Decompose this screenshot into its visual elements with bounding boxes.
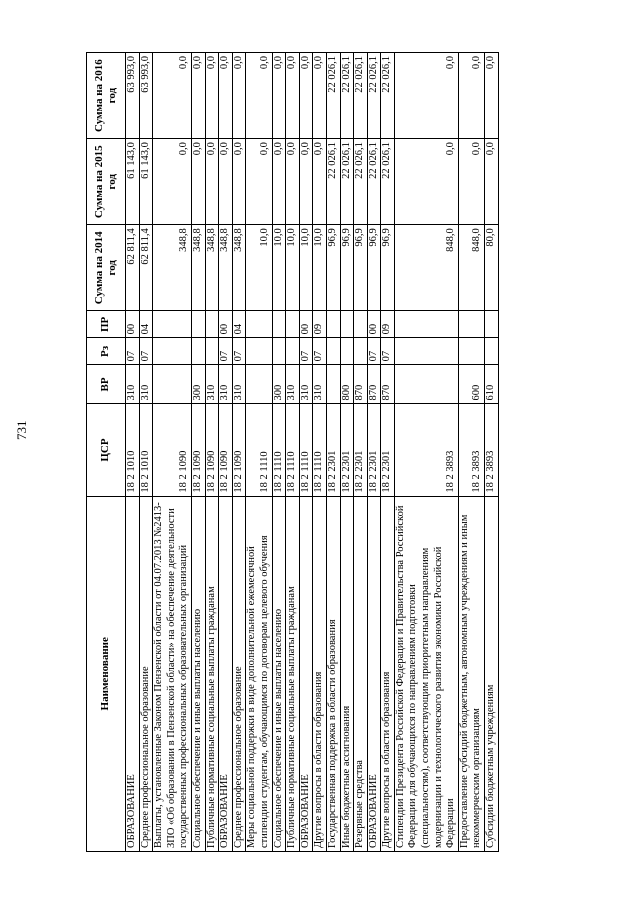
- cell-sum-2014: 10,0: [286, 225, 300, 311]
- cell-vr: 310: [139, 365, 153, 404]
- cell-sum-2016: 0,0: [191, 53, 205, 139]
- table-header-row: [87, 53, 126, 852]
- cell-sum-2014: 96,9: [367, 225, 381, 311]
- cell-sum-2016: 0,0: [286, 53, 300, 139]
- cell-rz: 07: [232, 338, 246, 365]
- cell-sum-2015: 0,0: [272, 139, 286, 225]
- cell-vr: [153, 365, 192, 404]
- cell-vr: 300: [272, 365, 286, 404]
- cell-csr: 18 2 1090: [153, 404, 192, 496]
- cell-rz: 07: [126, 338, 140, 365]
- cell-pr: 00: [126, 311, 140, 338]
- cell-csr: 18 2 2301: [354, 404, 368, 496]
- cell-rz: 07: [313, 338, 327, 365]
- cell-sum-2015: 0,0: [458, 139, 484, 225]
- cell-pr: 00: [299, 311, 313, 338]
- cell-sum-2014: 348,8: [191, 225, 205, 311]
- cell-pr: [485, 311, 499, 338]
- cell-csr: 18 2 3893: [394, 404, 458, 496]
- header-rz: Рз: [87, 338, 126, 365]
- cell-sum-2015: 0,0: [232, 139, 246, 225]
- cell-vr: [394, 365, 458, 404]
- cell-csr: 18 2 1110: [286, 404, 300, 496]
- cell-sum-2016: 0,0: [299, 53, 313, 139]
- cell-sum-2016: 0,0: [219, 53, 233, 139]
- cell-name: Иные бюджетные ассигнования: [340, 496, 354, 851]
- table-row: [367, 53, 381, 852]
- cell-name: Государственная поддержка в области образования: [326, 496, 340, 851]
- header-sum-2016: Сумма на 2016 год: [87, 53, 126, 139]
- cell-sum-2016: 0,0: [394, 53, 458, 139]
- cell-csr: 18 2 3893: [485, 404, 499, 496]
- cell-sum-2016: 22 026,1: [326, 53, 340, 139]
- table-row: [354, 53, 368, 852]
- cell-sum-2015: 61 143,0: [139, 139, 153, 225]
- cell-sum-2015: 0,0: [394, 139, 458, 225]
- cell-rz: 07: [367, 338, 381, 365]
- cell-sum-2014: 62 811,4: [126, 225, 140, 311]
- cell-rz: [485, 338, 499, 365]
- cell-vr: 310: [205, 365, 219, 404]
- header-sum-2014: Сумма на 2014 год: [87, 225, 126, 311]
- cell-rz: [286, 338, 300, 365]
- cell-name: ОБРАЗОВАНИЕ: [126, 496, 140, 851]
- cell-sum-2014: 348,8: [232, 225, 246, 311]
- cell-vr: 300: [191, 365, 205, 404]
- cell-rz: 07: [381, 338, 395, 365]
- cell-csr: 18 2 1090: [191, 404, 205, 496]
- cell-vr: 310: [313, 365, 327, 404]
- header-pr: ПР: [87, 311, 126, 338]
- cell-csr: 18 2 2301: [367, 404, 381, 496]
- cell-sum-2014: 848,0: [458, 225, 484, 311]
- cell-name: Среднее профессиональное образование: [232, 496, 246, 851]
- cell-rz: [191, 338, 205, 365]
- table-row: [205, 53, 219, 852]
- cell-rz: [340, 338, 354, 365]
- cell-csr: 18 2 2301: [340, 404, 354, 496]
- cell-pr: [326, 311, 340, 338]
- cell-sum-2015: 22 026,1: [367, 139, 381, 225]
- cell-name: Публичные нормативные социальные выплаты гражданам: [286, 496, 300, 851]
- cell-sum-2014: 348,8: [153, 225, 192, 311]
- cell-csr: 18 2 1110: [246, 404, 272, 496]
- cell-pr: [246, 311, 272, 338]
- cell-pr: [340, 311, 354, 338]
- table-body: [126, 53, 499, 852]
- cell-sum-2016: 22 026,1: [340, 53, 354, 139]
- table-row: [153, 53, 192, 852]
- table-row: [313, 53, 327, 852]
- cell-sum-2016: 0,0: [246, 53, 272, 139]
- cell-sum-2015: 0,0: [205, 139, 219, 225]
- cell-name: Субсидии бюджетным учреждениям: [485, 496, 499, 851]
- cell-pr: 00: [367, 311, 381, 338]
- cell-sum-2016: 0,0: [458, 53, 484, 139]
- cell-vr: 870: [381, 365, 395, 404]
- header-name: Наименование: [87, 496, 126, 851]
- cell-rz: 07: [219, 338, 233, 365]
- cell-csr: 18 2 2301: [326, 404, 340, 496]
- page-number: 731: [14, 420, 29, 440]
- cell-vr: [246, 365, 272, 404]
- cell-vr: 600: [458, 365, 484, 404]
- cell-sum-2015: 22 026,1: [381, 139, 395, 225]
- cell-rz: 07: [139, 338, 153, 365]
- header-sum-2015: Сумма на 2015 год: [87, 139, 126, 225]
- cell-sum-2014: 848,0: [394, 225, 458, 311]
- cell-rz: [326, 338, 340, 365]
- cell-vr: 310: [219, 365, 233, 404]
- header-vr: ВР: [87, 365, 126, 404]
- cell-csr: 18 2 1090: [232, 404, 246, 496]
- cell-csr: 18 2 1110: [313, 404, 327, 496]
- cell-pr: 00: [219, 311, 233, 338]
- cell-vr: 870: [367, 365, 381, 404]
- cell-sum-2016: 22 026,1: [381, 53, 395, 139]
- cell-name: ОБРАЗОВАНИЕ: [367, 496, 381, 851]
- cell-sum-2016: 0,0: [153, 53, 192, 139]
- cell-pr: 04: [139, 311, 153, 338]
- cell-vr: 800: [340, 365, 354, 404]
- cell-sum-2015: 0,0: [246, 139, 272, 225]
- cell-pr: [286, 311, 300, 338]
- rotated-page-content: [86, 52, 556, 852]
- cell-name: Предоставление субсидий бюджетным, автономным учреждениям и иным некоммерческим организациям: [458, 496, 484, 851]
- cell-rz: [458, 338, 484, 365]
- cell-sum-2014: 348,8: [205, 225, 219, 311]
- cell-sum-2014: 10,0: [272, 225, 286, 311]
- cell-rz: [153, 338, 192, 365]
- cell-sum-2014: 348,8: [219, 225, 233, 311]
- table-row: [326, 53, 340, 852]
- cell-rz: [246, 338, 272, 365]
- cell-pr: 09: [313, 311, 327, 338]
- table-row: [139, 53, 153, 852]
- table-row: [219, 53, 233, 852]
- table-row: [485, 53, 499, 852]
- cell-sum-2014: 96,9: [326, 225, 340, 311]
- cell-pr: [272, 311, 286, 338]
- cell-pr: 09: [381, 311, 395, 338]
- cell-vr: 310: [126, 365, 140, 404]
- cell-sum-2014: 96,9: [354, 225, 368, 311]
- cell-pr: [458, 311, 484, 338]
- cell-name: ОБРАЗОВАНИЕ: [219, 496, 233, 851]
- table-row: [458, 53, 484, 852]
- cell-name: Социальное обеспечение и иные выплаты населению: [272, 496, 286, 851]
- table-row: [191, 53, 205, 852]
- cell-name: Другие вопросы в области образования: [313, 496, 327, 851]
- cell-csr: 18 2 1010: [139, 404, 153, 496]
- cell-sum-2016: 0,0: [485, 53, 499, 139]
- table-row: [286, 53, 300, 852]
- cell-pr: [191, 311, 205, 338]
- table-row: [126, 53, 140, 852]
- cell-rz: [205, 338, 219, 365]
- cell-vr: 310: [286, 365, 300, 404]
- cell-sum-2015: 22 026,1: [326, 139, 340, 225]
- cell-name: Социальное обеспечение и иные выплаты населению: [191, 496, 205, 851]
- cell-sum-2014: 96,9: [381, 225, 395, 311]
- cell-sum-2015: 0,0: [153, 139, 192, 225]
- table-row: [299, 53, 313, 852]
- cell-vr: 870: [354, 365, 368, 404]
- cell-pr: 04: [232, 311, 246, 338]
- cell-sum-2016: 0,0: [313, 53, 327, 139]
- table-row: [246, 53, 272, 852]
- cell-sum-2016: 22 026,1: [367, 53, 381, 139]
- cell-vr: 310: [232, 365, 246, 404]
- cell-sum-2015: 0,0: [485, 139, 499, 225]
- cell-rz: 07: [299, 338, 313, 365]
- cell-sum-2016: 0,0: [232, 53, 246, 139]
- cell-csr: 18 2 3893: [458, 404, 484, 496]
- cell-sum-2014: 10,0: [313, 225, 327, 311]
- budget-table: [86, 52, 499, 852]
- table-row: [232, 53, 246, 852]
- cell-csr: 18 2 2301: [381, 404, 395, 496]
- cell-vr: 310: [299, 365, 313, 404]
- cell-sum-2015: 0,0: [313, 139, 327, 225]
- cell-pr: [394, 311, 458, 338]
- cell-sum-2014: 62 811,4: [139, 225, 153, 311]
- table-row: [394, 53, 458, 852]
- cell-pr: [205, 311, 219, 338]
- cell-sum-2015: 0,0: [299, 139, 313, 225]
- cell-csr: 18 2 1110: [299, 404, 313, 496]
- cell-sum-2014: 10,0: [246, 225, 272, 311]
- cell-csr: 18 2 1110: [272, 404, 286, 496]
- cell-rz: [272, 338, 286, 365]
- cell-sum-2015: 0,0: [286, 139, 300, 225]
- cell-sum-2016: 0,0: [205, 53, 219, 139]
- cell-rz: [354, 338, 368, 365]
- cell-vr: [326, 365, 340, 404]
- cell-csr: 18 2 1090: [219, 404, 233, 496]
- cell-name: Меры социальной поддержки в виде дополнительной ежемесячной стипендии студентам, обучающимся по договорам целевого обучения: [246, 496, 272, 851]
- header-csr: ЦСР: [87, 404, 126, 496]
- table-row: [340, 53, 354, 852]
- cell-name: Публичные нормативные социальные выплаты гражданам: [205, 496, 219, 851]
- cell-name: Резервные средства: [354, 496, 368, 851]
- cell-pr: [354, 311, 368, 338]
- cell-name: ОБРАЗОВАНИЕ: [299, 496, 313, 851]
- cell-sum-2015: 0,0: [219, 139, 233, 225]
- cell-rz: [394, 338, 458, 365]
- table-row: [381, 53, 395, 852]
- cell-vr: 610: [485, 365, 499, 404]
- cell-sum-2016: 63 993,0: [126, 53, 140, 139]
- cell-name: Выплаты, установленные Законом Пензенской области от 04.07.2013 №2413-ЗПО «Об образовании в Пензенской области» на обеспечение деятельности государственных профессиональных образовательных организаций: [153, 496, 192, 851]
- cell-sum-2014: 96,9: [340, 225, 354, 311]
- cell-sum-2014: 80,0: [485, 225, 499, 311]
- cell-name: Среднее профессиональное образование: [139, 496, 153, 851]
- cell-name: Другие вопросы в области образования: [381, 496, 395, 851]
- cell-sum-2015: 22 026,1: [354, 139, 368, 225]
- cell-sum-2016: 63 993,0: [139, 53, 153, 139]
- cell-sum-2016: 0,0: [272, 53, 286, 139]
- table-row: [272, 53, 286, 852]
- cell-csr: 18 2 1090: [205, 404, 219, 496]
- cell-pr: [153, 311, 192, 338]
- cell-name: Стипендии Президента Российской Федерации и Правительства Российской Федерации для обучающихся по направлениям подготовки (специальностям), соответствующим приоритетным направлениям модернизации и технологического развития экономики Российской Федерации: [394, 496, 458, 851]
- cell-sum-2015: 61 143,0: [126, 139, 140, 225]
- cell-sum-2015: 0,0: [191, 139, 205, 225]
- cell-csr: 18 2 1010: [126, 404, 140, 496]
- cell-sum-2014: 10,0: [299, 225, 313, 311]
- cell-sum-2016: 22 026,1: [354, 53, 368, 139]
- cell-sum-2015: 22 026,1: [340, 139, 354, 225]
